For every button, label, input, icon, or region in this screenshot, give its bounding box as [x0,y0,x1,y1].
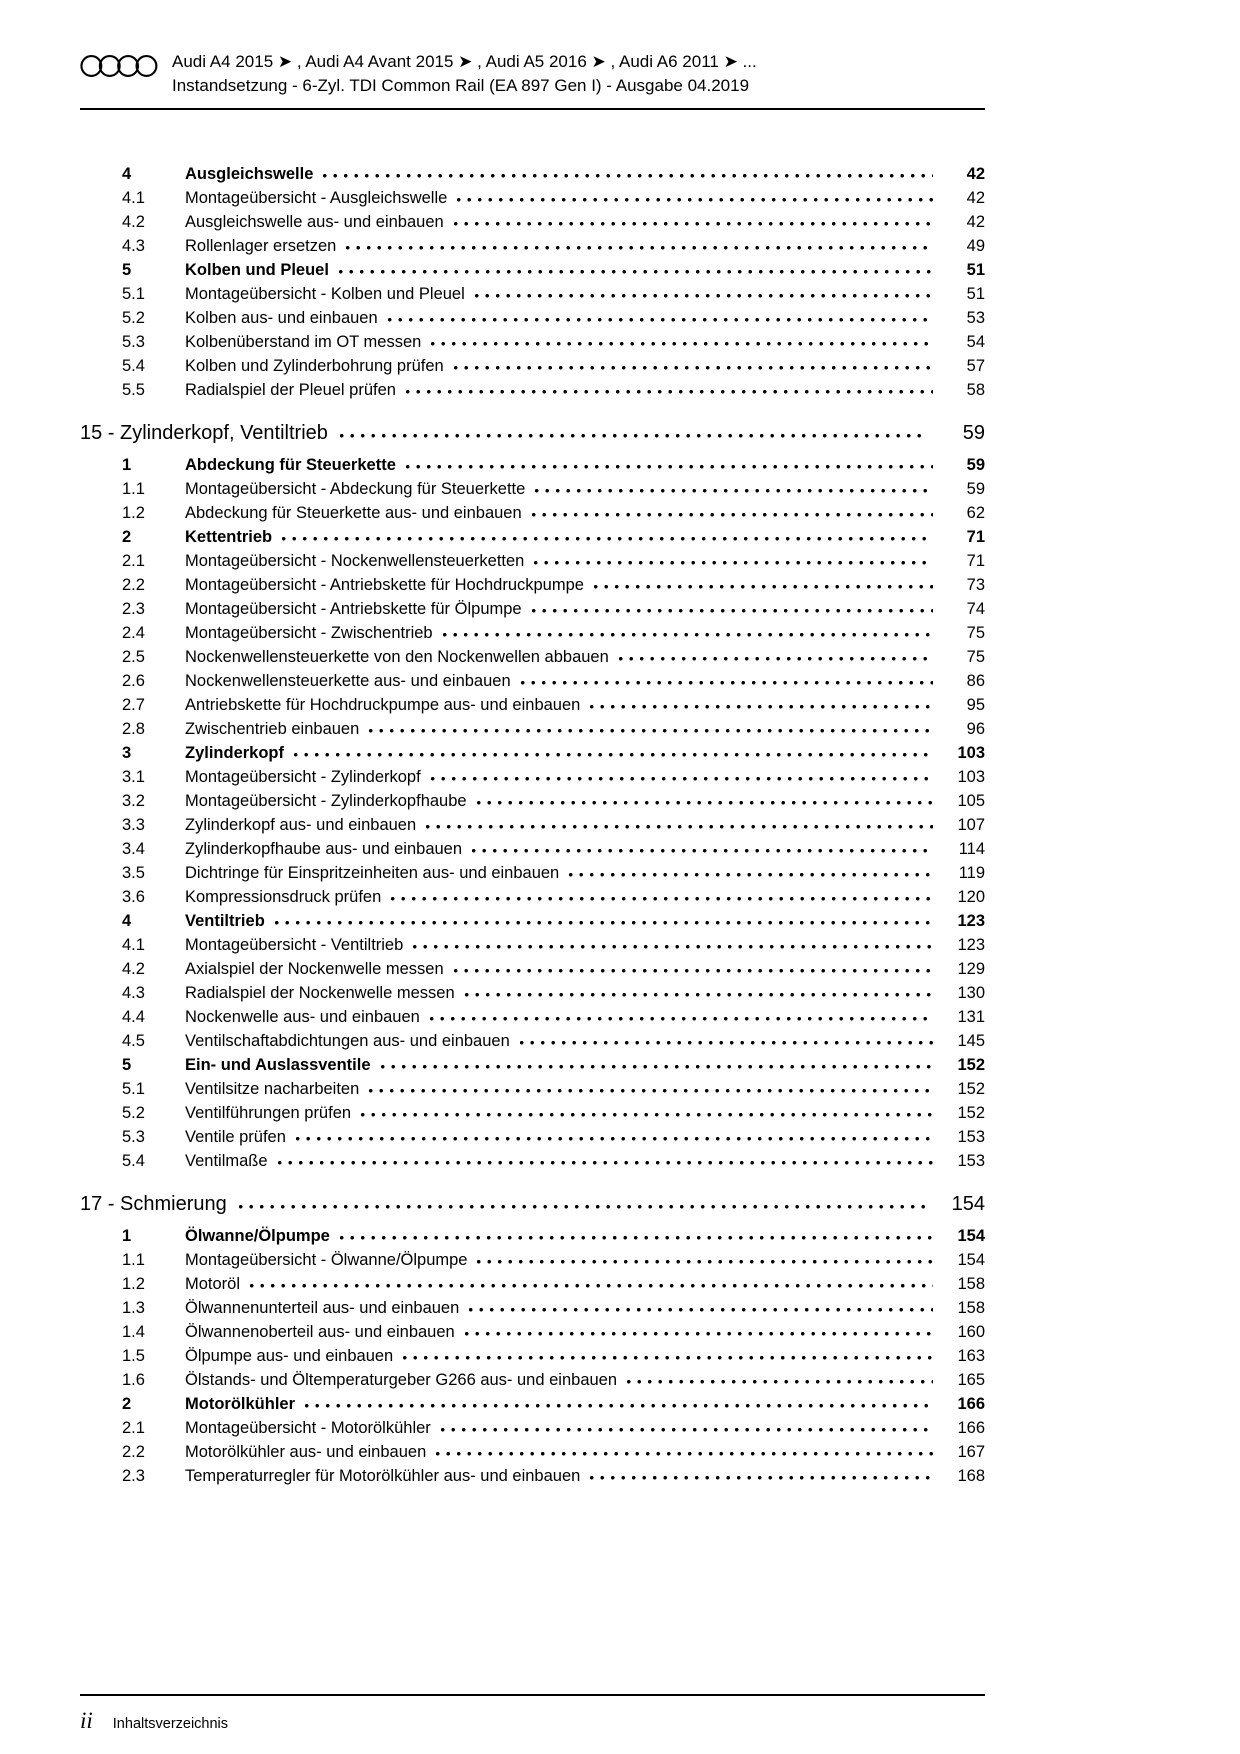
toc-entry-page: 86 [966,672,985,690]
dot-leader [381,1065,933,1070]
dot-leader [436,1452,933,1457]
toc-entry-title: Montageübersicht - Zylinderkopf [185,768,421,786]
toc-entry-title: Montageübersicht - Nockenwellensteuerketten [185,552,525,570]
dot-leader [534,561,933,566]
toc-entry-row [80,789,985,813]
toc-entry-title: Zylinderkopf [185,744,285,762]
toc-entry-title: Zylinderkopfhaube aus- und einbauen [185,840,463,858]
toc-entry-title: Montageübersicht - Zylinderkopfhaube [185,792,467,810]
dot-leader [520,1041,933,1046]
dot-leader [532,609,933,614]
toc-entry-row [80,1248,985,1272]
toc-entry-page: 62 [966,504,985,522]
toc-entry-title: Montageübersicht - Ölwanne/Ölpumpe [185,1251,468,1269]
toc-entry-row [80,162,985,186]
toc-entry-row [80,1005,985,1029]
dot-leader [619,657,933,662]
toc-entry-number: 4.2 [122,960,145,978]
toc-entry-number: 1.1 [122,1251,145,1269]
toc-entry-title: Axialspiel der Nockenwelle messen [185,960,444,978]
dot-leader [590,1476,933,1481]
toc-entry-number: 2.2 [122,1443,145,1461]
dot-leader [406,465,933,470]
toc-entry-title: Montageübersicht - Motorölkühler [185,1419,431,1437]
toc-entry-row [80,1077,985,1101]
toc-entry-page: 165 [957,1371,985,1389]
toc-entry-number: 3.2 [122,792,145,810]
toc-entry-page: 58 [966,381,985,399]
toc-entry-page: 152 [957,1080,985,1098]
toc-entry-page: 57 [966,357,985,375]
toc-entry-number: 1.2 [122,1275,145,1293]
dot-leader [278,1161,933,1166]
toc-entry-page: 49 [966,237,985,255]
toc-entry-row [80,981,985,1005]
toc-entry-title: Motorölkühler [185,1395,295,1413]
toc-entry-title: Radialspiel der Nockenwelle messen [185,984,455,1002]
toc-entry-row [80,186,985,210]
toc-entry-title: Ventilmaße [185,1152,268,1170]
dot-leader [296,1137,933,1142]
header-text [172,50,985,98]
toc-entry-number: 2.1 [122,552,145,570]
toc-entry-title: Abdeckung für Steuerkette aus- und einbauen [185,504,522,522]
toc-entry-row [80,1416,985,1440]
toc-entry-page: 71 [966,528,985,546]
toc-entry-page: 160 [957,1323,985,1341]
toc-entry-row [80,597,985,621]
toc-entry-number: 1 [122,1227,132,1245]
dot-leader [282,537,933,542]
toc-entry-number: 5.5 [122,381,145,399]
toc-entry-page: 75 [966,648,985,666]
toc-entry-number: 1.3 [122,1299,145,1317]
toc-entry-title: Ausgleichswelle [185,165,314,183]
toc-entry-title: Montageübersicht - Ventiltrieb [185,936,404,954]
dot-leader [406,390,933,395]
toc-entry-row [80,525,985,549]
toc-entry-number: 4.4 [122,1008,145,1026]
toc-entry-page: 129 [957,960,985,978]
toc-entry-row [80,717,985,741]
dot-leader [477,1260,933,1265]
toc-entry-row [80,1296,985,1320]
toc-entry-page: 75 [966,624,985,642]
toc-entry-title: Motorölkühler aus- und einbauen [185,1443,427,1461]
toc-entry-title: 15 - Zylinderkopf, Ventiltrieb [80,422,328,444]
toc-entry-page: 152 [957,1104,985,1122]
toc-entry-page: 54 [966,333,985,351]
dot-leader [426,825,933,830]
page-header [80,50,985,110]
dot-leader [339,270,933,275]
toc-entry-row [80,477,985,501]
toc-entry-row [80,1101,985,1125]
toc-entry-page: 123 [957,912,985,930]
footer-page-number: ii [80,1708,93,1733]
toc-entry-page: 74 [966,600,985,618]
toc-entry-number: 5.4 [122,1152,145,1170]
toc-entry-page: 51 [966,285,985,303]
toc-entry-number: 3.4 [122,840,145,858]
toc-entry-row [80,282,985,306]
toc-entry-title: Ölwanne/Ölpumpe [185,1227,330,1245]
toc-entry-number: 4.1 [122,189,145,207]
toc-entry-title: Kompressionsdruck prüfen [185,888,382,906]
toc-entry-title: Montageübersicht - Zwischentrieb [185,624,433,642]
dot-leader [305,1404,933,1409]
toc-entry-title: Montageübersicht - Antriebskette für Ölpumpe [185,600,522,618]
toc-entry-page: 107 [957,816,985,834]
toc-entry-row [80,1149,985,1173]
toc-entry-title: Nockenwelle aus- und einbauen [185,1008,420,1026]
toc-entry-title: Zylinderkopf aus- und einbauen [185,816,417,834]
toc-entry-page: 42 [966,213,985,231]
toc-entry-page: 166 [957,1395,985,1413]
toc-entry-number: 3.5 [122,864,145,882]
toc-entry-number: 2.4 [122,624,145,642]
dot-leader [431,342,933,347]
dot-leader [340,434,927,439]
toc-entry-number: 1.2 [122,504,145,522]
toc-entry-page: 59 [966,456,985,474]
toc-entry-number: 3 [122,744,132,762]
toc-entry-row [80,501,985,525]
toc-entry-number: 2 [122,528,132,546]
toc-entry-number: 1.4 [122,1323,145,1341]
toc-entry-number: 2.3 [122,600,145,618]
toc-entry-row [80,1053,985,1077]
toc-entry-title: Temperaturregler für Motorölkühler aus- und einbauen [185,1467,581,1485]
toc-entry-row [80,1392,985,1416]
dot-leader [627,1380,933,1385]
toc-entry-title: Montageübersicht - Kolben und Pleuel [185,285,465,303]
dot-leader [477,801,933,806]
toc-entry-title: Radialspiel der Pleuel prüfen [185,381,396,399]
toc-entry-page: 145 [957,1032,985,1050]
page-footer [80,1694,985,1734]
toc-entry-title: Kolbenüberstand im OT messen [185,333,422,351]
toc-entry-page: 153 [957,1128,985,1146]
dot-leader [403,1356,933,1361]
toc-entry-number: 3.6 [122,888,145,906]
dot-leader [323,174,933,179]
dot-leader [388,318,933,323]
toc-entry-row [80,306,985,330]
toc-entry-title: Ölpumpe aus- und einbauen [185,1347,394,1365]
toc-entry-page: 53 [966,309,985,327]
toc-entry-page: 42 [966,165,985,183]
toc-entry-row [80,813,985,837]
toc-entry-page: 168 [957,1467,985,1485]
toc-entry-title: Montageübersicht - Abdeckung für Steuerkette [185,480,526,498]
toc-entry-page: 42 [966,189,985,207]
dot-leader [454,222,933,227]
toc-entry-row [80,234,985,258]
toc-entry-page: 105 [957,792,985,810]
toc-entry-page: 123 [957,936,985,954]
toc-entry-title: Motoröl [185,1275,241,1293]
toc-entry-number: 4 [122,912,132,930]
toc-entry-row [80,1029,985,1053]
dot-leader [521,681,933,686]
dot-leader [431,777,933,782]
toc-entry-row [80,453,985,477]
toc-entry-page: 119 [958,864,985,882]
toc-entry-number: 4.1 [122,936,145,954]
toc-entry-row [80,354,985,378]
toc-entry-row [80,693,985,717]
toc-entry-number: 2.6 [122,672,145,690]
dot-leader [454,969,933,974]
toc-entry-row [80,1344,985,1368]
toc-entry-title: Ausgleichswelle aus- und einbauen [185,213,444,231]
toc-entry-row [80,1224,985,1248]
toc-entry-page: 59 [962,422,985,444]
toc-entry-row [80,909,985,933]
toc-entry-row [80,549,985,573]
toc-entry-number: 5.1 [122,1080,145,1098]
audi-rings-logo [80,50,158,85]
toc-entry-page: 96 [966,720,985,738]
toc-entry-number: 2.3 [122,1467,145,1485]
toc-entry-row [80,1272,985,1296]
toc-entry-number: 5.1 [122,285,145,303]
toc-entry-page: 154 [957,1227,985,1245]
toc-entry-title: Kettentrieb [185,528,273,546]
toc-entry-number: 5.4 [122,357,145,375]
toc-entry-row [80,933,985,957]
toc-entry-number: 2 [122,1395,132,1413]
dot-leader [475,294,933,299]
toc-entry-title: Ölstands- und Öltemperaturgeber G266 aus- und einbauen [185,1371,618,1389]
dot-leader [250,1284,933,1289]
toc-entry-row [80,645,985,669]
toc-entry-number: 1.6 [122,1371,145,1389]
toc-entry-title: Ventilsitze nacharbeiten [185,1080,360,1098]
toc-entry-number: 3.3 [122,816,145,834]
toc-entry-page: 71 [966,552,985,570]
toc-entry-page: 154 [951,1193,985,1215]
toc-entry-title: Zwischentrieb einbauen [185,720,360,738]
toc-entry-number: 5 [122,1056,132,1074]
toc-entry-title: Nockenwellensteuerkette aus- und einbauen [185,672,511,690]
toc-entry-page: 154 [957,1251,985,1269]
dot-leader [590,705,933,710]
toc-entry-number: 4.3 [122,237,145,255]
toc-entry-number: 1.1 [122,480,145,498]
dot-leader [413,945,933,950]
toc-entry-row [80,741,985,765]
toc-entry-title: 17 - Schmierung [80,1193,227,1215]
dot-leader [457,198,933,203]
footer-section-label: Inhaltsverzeichnis [112,1716,229,1732]
dot-leader [346,246,933,251]
toc-chapter-row [80,420,985,446]
toc-entry-title: Kolben und Zylinderbohrung prüfen [185,357,444,375]
dot-leader [391,897,933,902]
dot-leader [465,993,933,998]
toc-entry-number: 4.5 [122,1032,145,1050]
dot-leader [472,849,933,854]
toc-entry-page: 166 [957,1419,985,1437]
toc-entry-number: 5.2 [122,309,145,327]
toc-entry-number: 2.2 [122,576,145,594]
toc-entry-number: 5.3 [122,1128,145,1146]
toc-entry-page: 114 [958,840,985,858]
toc-entry-row [80,621,985,645]
toc-entry-page: 153 [957,1152,985,1170]
toc-entry-page: 103 [957,744,985,762]
toc-entry-number: 5.2 [122,1104,145,1122]
dot-leader [532,513,933,518]
dot-leader [569,873,933,878]
toc-entry-row [80,1125,985,1149]
toc-entry-page: 95 [966,696,985,714]
toc-entry-number: 5 [122,261,132,279]
dot-leader [275,921,933,926]
toc-entry-title: Kolben aus- und einbauen [185,309,378,327]
toc-chapter-row [80,1191,985,1217]
toc-entry-row [80,573,985,597]
toc-entry-title: Ölwannenunterteil aus- und einbauen [185,1299,460,1317]
toc-entry-title: Ventiltrieb [185,912,265,930]
toc-entry-row [80,1440,985,1464]
toc-entry-row [80,1320,985,1344]
toc-entry-page: 103 [957,768,985,786]
dot-leader [369,1089,933,1094]
dot-leader [294,753,933,758]
toc-entry-title: Montageübersicht - Antriebskette für Hochdruckpumpe [185,576,584,594]
toc-entry-number: 1.5 [122,1347,145,1365]
toc-entry-number: 4.3 [122,984,145,1002]
dot-leader [469,1308,933,1313]
dot-leader [239,1205,927,1210]
toc-entry-row [80,837,985,861]
header-subtitle-line: Instandsetzung - 6-Zyl. TDI Common Rail (EA 897 Gen I) - Ausgabe 04.2019 [172,76,750,95]
toc-entry-row [80,330,985,354]
dot-leader [535,489,933,494]
toc-entry-page: 163 [957,1347,985,1365]
dot-leader [369,729,933,734]
toc-entry-row [80,1368,985,1392]
toc-entry-page: 152 [957,1056,985,1074]
dot-leader [443,633,933,638]
toc-entry-row [80,258,985,282]
toc-entry-page: 158 [957,1299,985,1317]
toc-entry-title: Ein- und Auslassventile [185,1056,371,1074]
toc-entry-title: Abdeckung für Steuerkette [185,456,396,474]
toc-entry-title: Antriebskette für Hochdruckpumpe aus- und einbauen [185,696,581,714]
toc-entry-row [80,861,985,885]
toc-entry-page: 158 [957,1275,985,1293]
dot-leader [361,1113,933,1118]
toc-entry-number: 3.1 [122,768,145,786]
dot-leader [340,1236,933,1241]
toc-entry-page: 167 [957,1443,985,1461]
dot-leader [441,1428,933,1433]
toc-entry-page: 51 [966,261,985,279]
toc-entry-page: 131 [957,1008,985,1026]
dot-leader [465,1332,933,1337]
toc-entry-title: Ölwannenoberteil aus- und einbauen [185,1323,455,1341]
header-models-line: Audi A4 2015 ➤ , Audi A4 Avant 2015 ➤ , Audi A5 2016 ➤ , Audi A6 2011 ➤ ... [172,52,757,71]
toc-entry-number: 2.5 [122,648,145,666]
toc-entry-page: 130 [957,984,985,1002]
toc-list [80,162,985,1488]
toc-entry-row [80,210,985,234]
toc-entry-number: 2.7 [122,696,145,714]
toc-entry-title: Ventile prüfen [185,1128,286,1146]
toc-entry-title: Nockenwellensteuerkette von den Nockenwellen abbauen [185,648,609,666]
toc-entry-page: 73 [966,576,985,594]
toc-entry-title: Dichtringe für Einspritzeinheiten aus- und einbauen [185,864,560,882]
toc-entry-number: 5.3 [122,333,145,351]
toc-entry-row [80,669,985,693]
toc-entry-number: 4.2 [122,213,145,231]
toc-entry-title: Ventilführungen prüfen [185,1104,352,1122]
toc-entry-number: 2.1 [122,1419,145,1437]
toc-entry-row [80,957,985,981]
toc-entry-number: 2.8 [122,720,145,738]
toc-entry-title: Kolben und Pleuel [185,261,329,279]
toc-entry-row [80,378,985,402]
toc-entry-page: 120 [957,888,985,906]
dot-leader [430,1017,933,1022]
toc-entry-row [80,885,985,909]
toc-entry-title: Ventilschaftabdichtungen aus- und einbauen [185,1032,510,1050]
toc-entry-number: 1 [122,456,132,474]
toc-entry-number: 4 [122,165,132,183]
dot-leader [594,585,933,590]
toc-entry-row [80,765,985,789]
toc-entry-page: 59 [966,480,985,498]
toc-entry-title: Rollenlager ersetzen [185,237,337,255]
dot-leader [454,366,933,371]
toc-entry-row [80,1464,985,1488]
toc-entry-title: Montageübersicht - Ausgleichswelle [185,189,448,207]
